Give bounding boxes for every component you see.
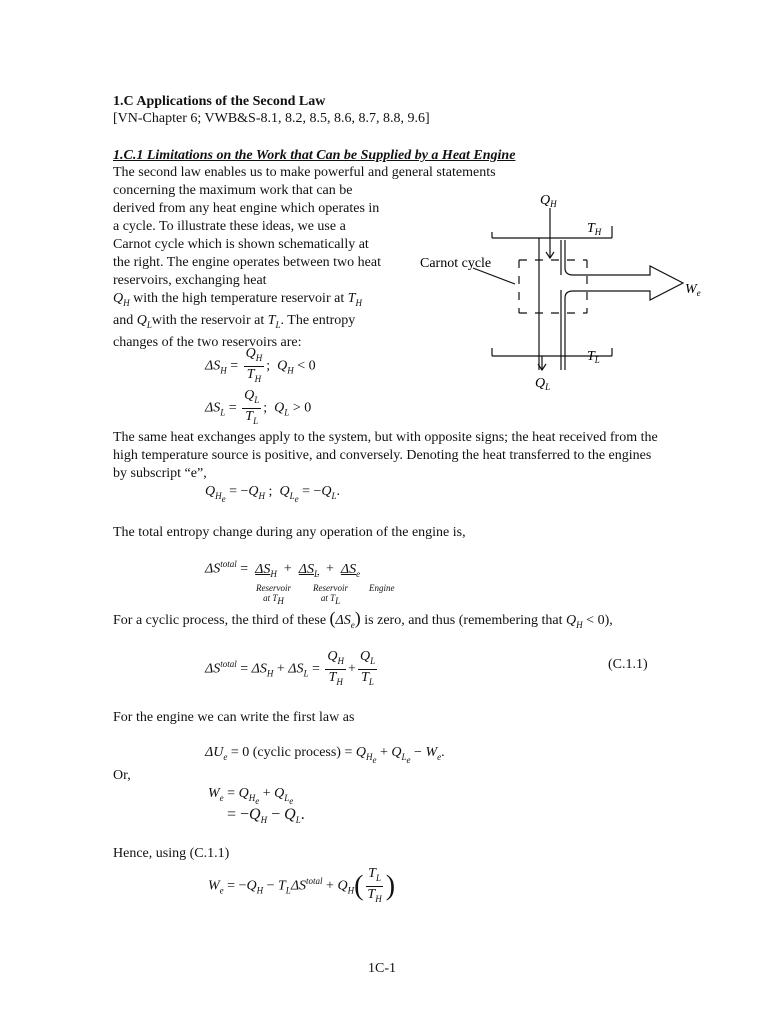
label-text: at $T_L$	[320, 593, 341, 606]
th-label: $T_H$	[587, 221, 602, 237]
carnot-cycle-label: Carnot cycle	[420, 256, 492, 271]
paragraph-cyclic	[113, 609, 613, 634]
equation-first-law: $\Delta U_e = 0$ (cyclic process) = $Q_{H_e} + Q_{L_e} - W_e$.	[205, 745, 445, 765]
symbol: $Q_L$	[136, 312, 152, 330]
qh-label: $Q_H$	[540, 193, 557, 209]
intro-line: changes of the two reservoirs are:	[113, 334, 302, 350]
equation-work-2: = $-Q_H - Q_L$.	[227, 806, 305, 826]
underbrace-label-engine: Engine	[369, 583, 395, 593]
references: [VN-Chapter 6; VWB&S-8.1, 8.2, 8.5, 8.6, 8.7, 8.8, 9.6]	[113, 111, 430, 126]
text-line: by subscript “e”,	[113, 466, 207, 481]
label-text: at $T_H$	[263, 593, 284, 606]
text-line: The same heat exchanges apply to the system, but with opposite signs; the heat received from the	[113, 430, 658, 445]
fraction: $\frac{Q_H}{T_H}$	[327, 649, 345, 687]
text: (cyclic process)	[252, 745, 341, 760]
text: ),	[604, 613, 613, 628]
intro-text: with the reservoir at	[151, 312, 265, 328]
intro-text: with the high temperature reservoir at	[133, 291, 345, 306]
intro-line: Carnot cycle which is shown schematically at	[113, 237, 369, 252]
paragraph-hence: Hence, using (C.1.1)	[113, 846, 230, 861]
text-line: high temperature source is positive, and conversely. Denoting the heat transferred to the engines	[113, 448, 652, 463]
intro-line: derived from any heat engine which operates in	[113, 201, 380, 216]
equation-c11: $\Delta S^{total} = \Delta S_H + \Delta S_L$ = $\frac{Q_H}{T_H}$ + $\frac{Q_L}{T_L}$	[205, 649, 379, 690]
paragraph-sign-convention	[113, 429, 658, 483]
fraction: $\frac{Q_H}{T_H}$	[245, 346, 263, 384]
equation-delta-sl: $\Delta S_L$ = $\frac{Q_L}{T_L}$ ; $Q_L > 0$	[205, 388, 311, 429]
page-number: 1C-1	[368, 961, 396, 976]
label-text: Reservoir	[313, 583, 348, 593]
equation-work-1: $W_e = Q_{H_e} + Q_{L_e}$	[208, 786, 294, 806]
text: is zero, and thus (remembering that	[364, 613, 563, 628]
intro-line: reservoirs, exchanging heat	[113, 273, 267, 288]
subsection-title: 1.C.1 Limitations on the Work that Can be Supplied by a Heat Engine	[113, 148, 516, 163]
intro-line: The second law enables us to make powerful and general statements	[113, 165, 496, 180]
paragraph-or: Or,	[113, 768, 131, 783]
fraction: $\frac{T_L}{T_H}$	[367, 866, 382, 904]
symbol: $T_H$	[347, 291, 363, 308]
ql-label: $Q_L$	[535, 376, 551, 392]
we-label: $W_e$	[685, 282, 701, 298]
equation-engine-heat: $Q_{H_e} = -Q_H$ ; $Q_{L_e} = -Q_L$.	[205, 484, 341, 504]
fraction: $\frac{Q_L}{T_L}$	[359, 649, 376, 687]
section-title: 1.C Applications of the Second Law	[113, 94, 326, 109]
intro-text: and	[113, 312, 134, 328]
intro-text: . The entropy	[280, 312, 356, 328]
symbol: $T_L$	[267, 312, 281, 330]
equation-delta-sh: $\Delta S_H$ = $\frac{Q_H}{T_H}$ ; $Q_H < 0$	[205, 346, 316, 387]
underbrace-label-reservoir-l	[313, 583, 348, 606]
equation-work-final: $W_e = -Q_H - T_L\Delta S^{total} + Q_H$( $\frac{T_L}{T_H}$ )	[208, 866, 395, 907]
intro-line: the right. The engine operates between two heat	[113, 255, 381, 270]
symbol: $Q_H < 0$	[566, 613, 605, 630]
carnot-diagram	[415, 180, 715, 395]
text: For a cyclic process, the third of these	[113, 613, 327, 628]
paragraph-first-law: For the engine we can write the first law as	[113, 710, 355, 725]
tl-label: $T_L$	[587, 349, 600, 365]
equation-label: (C.1.1)	[608, 657, 648, 672]
paragraph-total-entropy: The total entropy change during any operation of the engine is,	[113, 525, 466, 540]
label-text: Reservoir	[256, 583, 291, 593]
fraction: $\frac{Q_L}{T_L}$	[244, 388, 260, 426]
symbol: $(\Delta S_e)$	[329, 608, 361, 630]
equation-total-entropy: $\Delta S^{total} = \Delta S_H + \Delta S_L + \Delta S_e$	[205, 559, 361, 579]
symbol: $Q_H$	[113, 291, 130, 308]
intro-line: concerning the maximum work that can be	[113, 183, 353, 198]
underbrace-label-reservoir-h	[256, 583, 291, 606]
intro-line: a cycle. To illustrate these ideas, we use a	[113, 219, 346, 234]
